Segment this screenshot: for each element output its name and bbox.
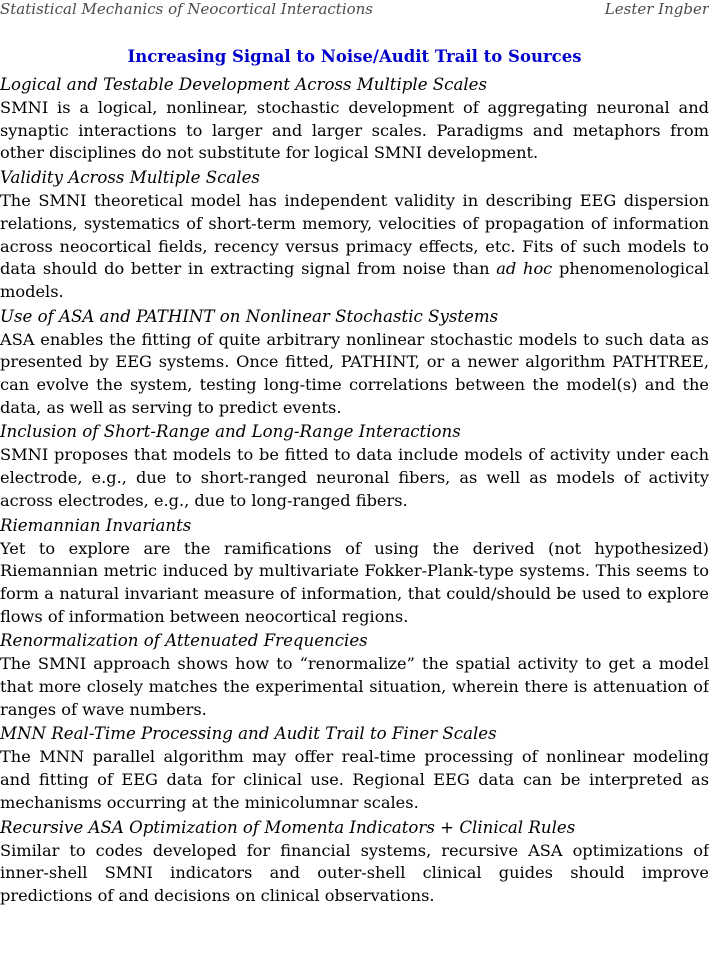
- section-body-mnn-real-time: The MNN parallel algorithm may offer real-time processing of nonlinear modeling and fitting of EEG data for clinical use. Regional EEG data can be interpreted as mechanisms occurring at the minicolumnar scales.: [0, 747, 709, 812]
- header-paper-title: Statistical Mechanics of Neocortical Interactions: [0, 0, 374, 18]
- section-heading-short-long-range: Inclusion of Short-Range and Long-Range Interactions: [0, 422, 461, 442]
- content-body: [0, 73, 709, 909]
- page-title: Increasing Signal to Noise/Audit Trail to Sources: [127, 47, 582, 66]
- section-heading-mnn-real-time: MNN Real-Time Processing and Audit Trail to Finer Scales: [0, 724, 497, 744]
- validity-text-end: phenomenological models.: [0, 259, 709, 301]
- validity-text-emphasis: ad hoc: [496, 259, 553, 279]
- section-heading-logical-development: Logical and Testable Development Across Multiple Scales: [0, 75, 487, 94]
- section-body-recursive-asa: Similar to codes developed for financial systems, recursive ASA optimizations of inner-shell SMNI indicators and outer-shell clinical guides should improve predictions of and decisions on clinical observations.: [0, 840, 709, 905]
- section-body-renormalization: The SMNI approach shows how to “renormalize” the spatial activity to get a model that more closely matches the experimental situation, wherein there is attenuation of ranges of wave numbers.: [0, 654, 709, 719]
- section-body-validity: [0, 190, 709, 304]
- section-body-logical-development: SMNI is a logical, nonlinear, stochastic development of aggregating neuronal and synaptic interactions to larger and larger scales. Paradigms and metaphors from other disciplines do not substitute for logical SMNI development.: [0, 98, 709, 163]
- section-heading-asa-pathint: Use of ASA and PATHINT on Nonlinear Stochastic Systems: [0, 306, 499, 326]
- section-body-short-long-range: SMNI proposes that models to be fitted to data include models of activity under each electrode, e.g., due to short-ranged neuronal fibers, as well as models of activity across electrodes, e.g., due to long-ranged fibers.: [0, 445, 709, 510]
- section-body-asa-pathint: ASA enables the fitting of quite arbitrary nonlinear stochastic models to such data as presented by EEG systems. Once fitted, PATHINT, or a newer algorithm PATHTREE, can evolve the system, testing long-time correlations between the model(s) and the data, as well as serving to predict events.: [0, 329, 709, 417]
- section-body-riemannian: Yet to explore are the ramifications of using the derived (not hypothesized) Riemannian metric induced by multivariate Fokker-Plank-type systems. This seems to form a natural invariant measure of information, that could/should be used to explore flows of information between neocortical regions.: [0, 538, 709, 626]
- running-header: [0, 0, 709, 18]
- section-heading-renormalization: Renormalization of Attenuated Frequencies: [0, 631, 368, 651]
- validity-text-start: The SMNI theoretical model has independent validity in describing EEG dispersion relations, systematics of short-term memory, velocities of propagation of information across neocortical fields, recency versus primacy effects, etc. Fits of such models to data should do better in extracting signal from noise than: [0, 191, 709, 279]
- section-heading-riemannian: Riemannian Invariants: [0, 515, 192, 535]
- header-author: Lester Ingber: [604, 0, 709, 18]
- section-heading-validity: Validity Across Multiple Scales: [0, 168, 260, 188]
- section-heading-recursive-asa: Recursive ASA Optimization of Momenta Indicators + Clinical Rules: [0, 817, 576, 837]
